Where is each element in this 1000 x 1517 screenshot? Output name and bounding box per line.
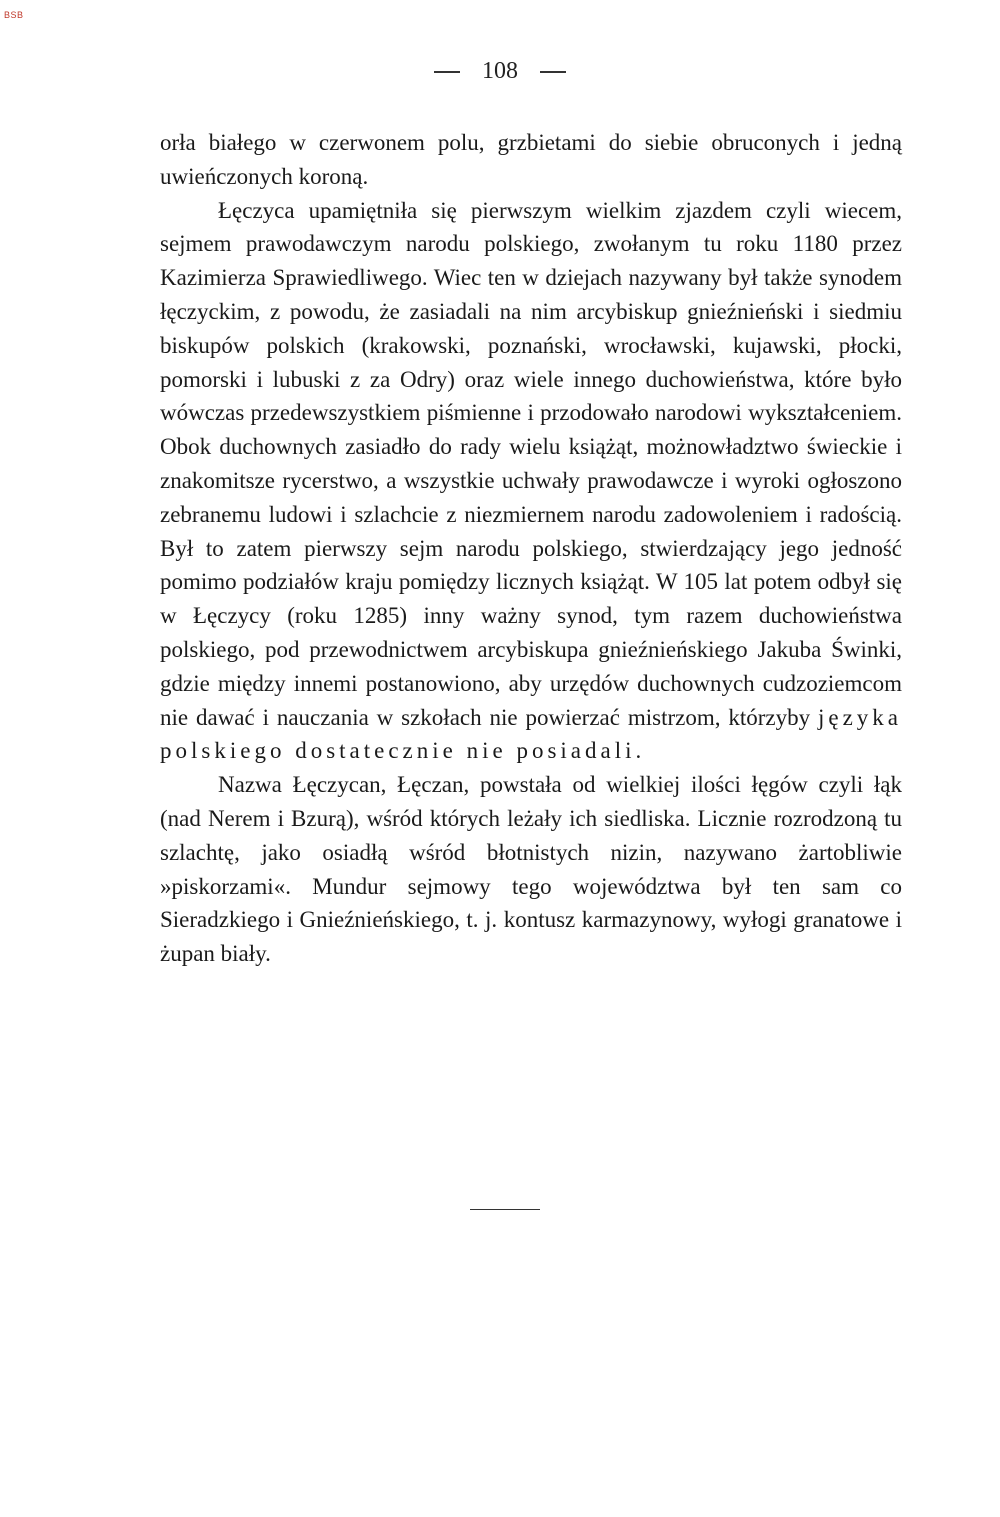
paragraph-ending: . bbox=[635, 738, 642, 764]
body-text bbox=[160, 126, 902, 971]
header-dash-right bbox=[540, 71, 566, 73]
library-watermark: BSB bbox=[4, 10, 24, 20]
spaced-emphasis: języka polskiego dostatecznie nie posiadali bbox=[160, 704, 902, 764]
paragraph-name-origin: Nazwa Łęczycan, Łęczan, powstała od wielkiej ilości łęgów czyli łąk (nad Nerem i Bzurą), wśród których leżały ich siedliska. Licznie rozrodzoną tu szlachtę, jako osiadłą wśród błotnistych nizin, nazywano żartobliwie »piskorzami«. Mundur sejmowy tego województwa był ten sam co Sieradzkiego i Gnieźnieńskiego, t. j. kontusz karmazynowy, wyłogi granatowe i żupan biały. bbox=[160, 772, 902, 967]
page-header bbox=[0, 58, 1000, 85]
section-end-rule bbox=[470, 1209, 540, 1210]
paragraph-leczyca-history bbox=[160, 194, 902, 769]
header-dash-left bbox=[434, 71, 460, 73]
paragraph-text: Łęczyca upamiętniła się pierwszym wielkim zjazdem czyli wiecem, sejmem prawodawczym narodu polskiego, zwołanym tu roku 1180 przez Kazimierza Sprawiedliwego. Wiec ten w dziejach nazywany był także synodem łęczyckim, z powodu, że zasiadali na nim arcybiskup gnieźnieński i siedmiu biskupów polskich (krakowski, poznański, wrocławski, kujawski, płocki, pomorski i lubuski z za Odry) oraz wiele innego duchowieństwa, które było wówczas przedewszystkiem piśmienne i przodowało narodowi wykształceniem. Obok duchownych zasiadło do rady wielu książąt, możnowładztwo świeckie i znakomitsze rycerstwo, a wszystkie uchwały prawodawcze i wyroki ogłoszono zebranemu ludowi i szlachcie z niezmiernem narodu zadowoleniem i radością. Był to zatem pierwszy sejm narodu polskiego, stwierdzający jego jedność pomimo podziałów kraju pomiędzy licznych książąt. W 105 lat potem odbył się w Łęczycy (roku 1285) inny ważny synod, tym razem duchowieństwa polskiego, pod przewodnictwem arcybiskupa gnieźnieńskiego Jakuba Świnki, gdzie między innemi postanowiono, aby urzędów duchownych cudzoziemcom nie dawać i nauczania w szkołach nie powierzać mistrzom, którzyby bbox=[160, 197, 902, 730]
page-number: 108 bbox=[482, 58, 518, 84]
paragraph-continuation: orła białego w czerwonem polu, grzbietami do siebie obruconych i jedną uwieńczonych koroną. bbox=[160, 130, 902, 189]
